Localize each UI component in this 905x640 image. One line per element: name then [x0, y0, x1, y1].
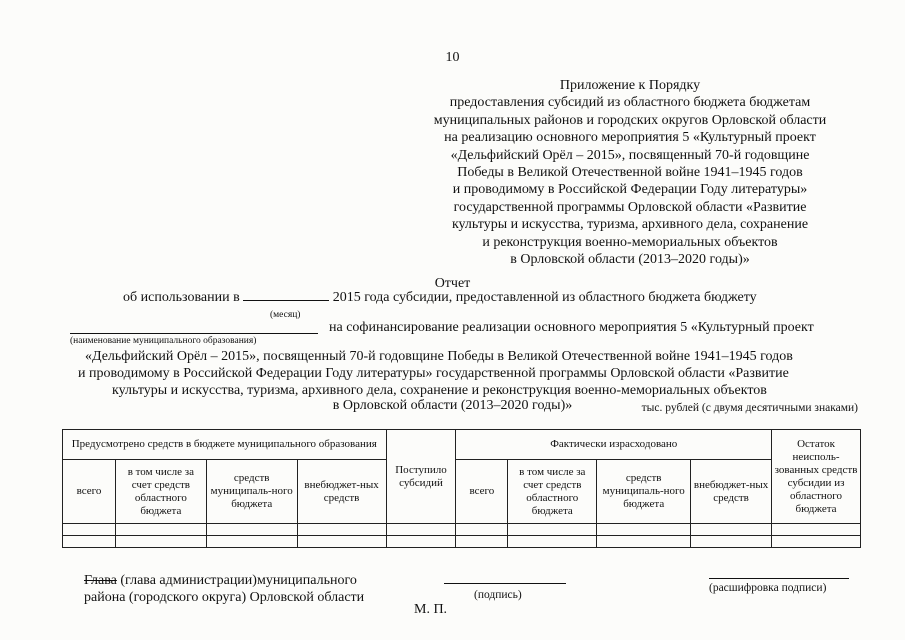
report-line-4: и проводимому в Российской Федерации Году литературы» государственной программы Орловской области «Развитие: [78, 366, 789, 381]
decoding-line: [709, 578, 849, 579]
head-title-end: муниципального: [256, 573, 357, 588]
header-budget-regional: в том числе за счет средств областного бюджета: [115, 460, 206, 524]
report-line-1-start: об использовании в: [123, 290, 240, 305]
table-cell[interactable]: [206, 536, 297, 548]
month-blank: [243, 300, 329, 301]
report-line-5: культуры и искусства, туризма, архивного дела, сохранение и реконструкция военно-мемориальных объектов: [112, 383, 767, 398]
table-cell[interactable]: [206, 524, 297, 536]
appendix-line: Победы в Великой Отечественной войне 1941–1945 годов: [457, 165, 803, 181]
table-cell[interactable]: [115, 524, 206, 536]
report-line-1: [123, 290, 757, 306]
report-line-6: в Орловской области (2013–2020 годы)»: [332, 398, 573, 413]
month-caption: (месяц): [270, 310, 301, 320]
header-actual-municipal: средств муниципаль-ного бюджета: [597, 460, 691, 524]
head-title-middle: (глава администрации): [120, 573, 257, 588]
decoding-caption: (расшифровка подписи): [709, 582, 827, 594]
header-budget-total: всего: [63, 460, 116, 524]
appendix-line: Приложение к Порядку: [559, 78, 701, 93]
municipality-blank: [70, 333, 318, 334]
table-cell[interactable]: [772, 524, 861, 536]
report-line-1-end: 2015 года субсидии, предоставленной из областного бюджета бюджету: [332, 290, 757, 305]
table-cell[interactable]: [691, 536, 772, 548]
signature-caption: (подпись): [474, 589, 522, 601]
table-cell[interactable]: [597, 536, 691, 548]
header-remainder: Остаток неисполь-зованных средств субсидии из областного бюджета: [772, 430, 861, 524]
table-row: [63, 524, 861, 536]
report-line-2: на софинансирование реализации основного мероприятия 5 «Культурный проект: [329, 320, 814, 335]
appendix-line: в Орловской области (2013–2020 годы)»: [510, 252, 750, 268]
table-cell[interactable]: [386, 524, 456, 536]
head-title-line-2: района (городского округа) Орловской области: [84, 590, 365, 605]
table-cell[interactable]: [63, 536, 116, 548]
appendix-line: предоставления субсидий из областного бюджета бюджетам: [449, 95, 811, 111]
table-cell[interactable]: [508, 524, 597, 536]
table-cell[interactable]: [597, 524, 691, 536]
head-title-line-1: [84, 573, 357, 589]
stamp-label: М. П.: [414, 602, 448, 617]
page-number: 10: [445, 50, 460, 65]
appendix-header: [410, 77, 850, 268]
header-actual-offbudget: внебюджет-ных средств: [691, 460, 772, 524]
units-note: тыс. рублей (с двумя десятичными знаками): [641, 402, 858, 414]
header-actual-regional: в том числе за счет средств областного бюджета: [508, 460, 597, 524]
header-actual-group: Фактически израсходовано: [456, 430, 772, 460]
header-budget-group: Предусмотрено средств в бюджете муниципального образования: [63, 430, 387, 460]
appendix-line: муниципальных районов и городских округов Орловской области: [433, 112, 827, 128]
table-cell[interactable]: [508, 536, 597, 548]
header-budget-municipal: средств муниципаль-ного бюджета: [206, 460, 297, 524]
table-cell[interactable]: [386, 536, 456, 548]
head-title-struck: Глава: [84, 573, 117, 588]
table-cell[interactable]: [691, 524, 772, 536]
appendix-line: государственной программы Орловской области «Развитие: [453, 199, 807, 215]
table-row: [63, 536, 861, 548]
table-cell[interactable]: [297, 536, 386, 548]
table-cell[interactable]: [115, 536, 206, 548]
table-cell[interactable]: [456, 524, 508, 536]
table-cell[interactable]: [772, 536, 861, 548]
table-cell[interactable]: [63, 524, 116, 536]
appendix-line: «Дельфийский Орёл – 2015», посвященный 70-й годовщине: [450, 147, 810, 163]
municipality-caption: (наименование муниципального образования): [70, 336, 257, 346]
appendix-line: и проводимому в Российской Федерации Году литературы»: [452, 182, 808, 198]
table-cell[interactable]: [456, 536, 508, 548]
appendix-line: и реконструкция военно-мемориальных объектов: [482, 234, 778, 250]
table-cell[interactable]: [297, 524, 386, 536]
report-line-3: «Дельфийский Орёл – 2015», посвященный 70-й годовщине Победы в Великой Отечественной войне 1941–1945 годов: [85, 349, 793, 364]
report-table: [62, 429, 861, 548]
header-budget-offbudget: внебюджет-ных средств: [297, 460, 386, 524]
appendix-line: культуры и искусства, туризма, архивного дела, сохранение: [451, 217, 809, 233]
header-actual-total: всего: [456, 460, 508, 524]
header-received: Поступило субсидий: [386, 430, 456, 524]
signature-line: [444, 583, 566, 584]
report-title: Отчет: [434, 276, 471, 291]
appendix-line: на реализацию основного мероприятия 5 «Культурный проект: [444, 130, 816, 146]
